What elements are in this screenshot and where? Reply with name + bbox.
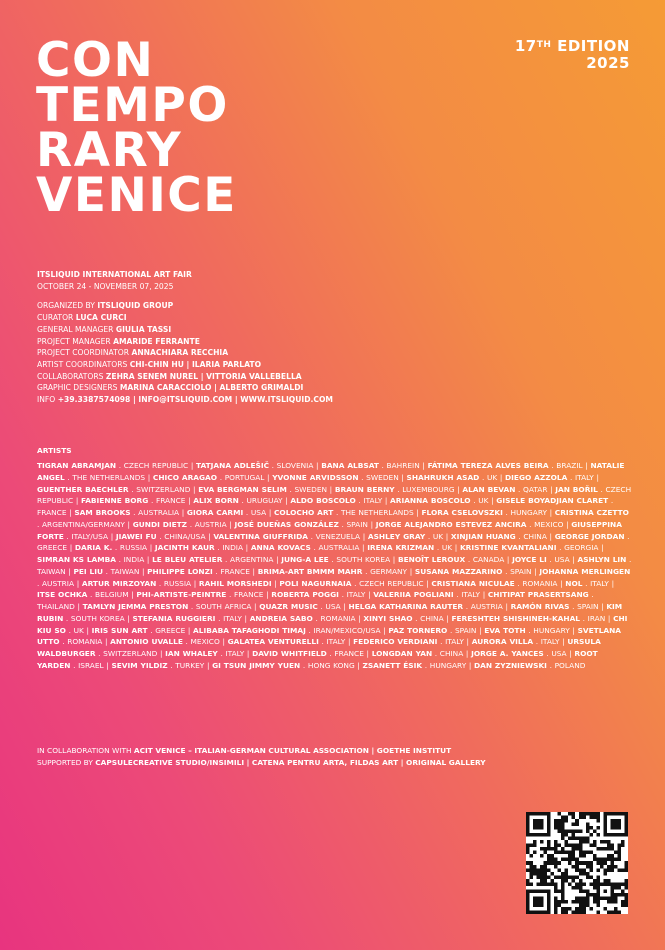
credit-line bbox=[37, 371, 333, 383]
artist-name: ARIANNA BOSCOLO bbox=[390, 496, 471, 506]
artist-entry bbox=[212, 661, 355, 670]
artist-name: SAM BROOKS bbox=[74, 508, 131, 517]
artist-entry bbox=[110, 637, 220, 646]
artist-name: GUENTHER BAECHLER bbox=[37, 484, 129, 494]
artist-country: . UK bbox=[434, 543, 453, 553]
artist-name: ANNA KOVACS bbox=[250, 543, 311, 553]
artist-country: . ITALY bbox=[215, 613, 242, 623]
artist-entry bbox=[235, 520, 368, 529]
artist-country: . ISRAEL bbox=[70, 660, 104, 670]
artist-name: DIEGO AZZOLA bbox=[505, 472, 568, 482]
artist-entry bbox=[155, 543, 243, 552]
credit-line[interactable] bbox=[37, 394, 333, 406]
fair-dates: OCTOBER 24 - NOVEMBER 07, 2025 bbox=[37, 281, 174, 291]
artist-country: . HUNGARY bbox=[525, 625, 570, 635]
artist-country: . GEORGIA bbox=[556, 543, 599, 553]
artist-entry bbox=[271, 590, 365, 599]
artist-name: ROBERTA POGGI bbox=[271, 590, 339, 600]
artist-country: . BAHREIN bbox=[378, 461, 420, 470]
artist-country: . FRANCE bbox=[37, 496, 614, 517]
credit-value: ANNACHIARA RECCHIA bbox=[131, 348, 229, 358]
artist-entry bbox=[73, 567, 139, 576]
artist-entry bbox=[511, 602, 599, 611]
credit-value: CHI-CHIN HU | ILARIA PARLATO bbox=[129, 359, 262, 369]
artist-name: IRIS SUN ART bbox=[91, 625, 148, 635]
credit-line bbox=[37, 300, 333, 312]
artist-name: NOL bbox=[565, 578, 583, 588]
fair-name: ITSLIQUID INTERNATIONAL ART FAIR bbox=[37, 270, 192, 279]
artist-entry bbox=[250, 614, 356, 623]
artist-name: ASHLEY GRAY bbox=[367, 531, 426, 541]
artist-entry bbox=[471, 649, 567, 658]
artist-name: VALENTINA GIUFFRIDA bbox=[213, 531, 308, 541]
artist-country: . ITALY bbox=[437, 637, 464, 647]
artist-entry bbox=[272, 473, 399, 482]
artist-entry bbox=[451, 532, 547, 541]
credit-value: LUCA CURCI bbox=[75, 313, 127, 323]
artist-name: KRISTINE KVANTALIANI bbox=[459, 543, 557, 553]
credit-line bbox=[37, 312, 333, 324]
artist-country: . UK bbox=[479, 472, 498, 482]
artist-entry bbox=[199, 579, 272, 588]
artist-name: URSULA WALDBURGER bbox=[37, 637, 601, 658]
artist-country: . RUSSIA bbox=[112, 543, 148, 553]
artist-country: . INDIA bbox=[115, 555, 145, 564]
artist-country: . FRANCE bbox=[226, 590, 264, 600]
artist-name: STEFANIA RUGGIERI bbox=[132, 613, 216, 623]
edition-suffix: TH bbox=[536, 40, 552, 50]
artist-name: CRISTINA CZETTO bbox=[554, 508, 629, 517]
artist-country: . USA bbox=[243, 508, 267, 517]
artist-name: NATALIE ANGEL bbox=[37, 461, 625, 482]
artist-name: PHILIPPE LONZI bbox=[147, 566, 213, 576]
credit-line bbox=[37, 382, 333, 394]
footer bbox=[37, 745, 486, 769]
artist-country: . POLAND bbox=[546, 660, 586, 670]
artist-name: ANDREIA SABO bbox=[249, 613, 313, 623]
artist-country: . CZECH REPUBLIC bbox=[116, 461, 189, 470]
credit-label: CURATOR bbox=[37, 313, 76, 323]
artist-entry bbox=[133, 520, 227, 529]
artist-country: . FRANCE bbox=[212, 566, 250, 576]
artist-name: SVETLANA UTTO bbox=[37, 625, 622, 647]
artist-name: COLOCHO ART bbox=[273, 508, 334, 517]
artist-entry bbox=[421, 508, 547, 517]
credit-label: INFO bbox=[37, 395, 58, 405]
artist-country: . SPAIN bbox=[338, 519, 368, 529]
artist-name: ARTUR MIRZOYAN bbox=[81, 578, 157, 588]
artist-entry bbox=[187, 508, 266, 517]
artist-name: KIM RUBIN bbox=[37, 602, 623, 623]
artist-country: . IRAN bbox=[580, 613, 606, 623]
artist-entry bbox=[368, 532, 443, 541]
artist-entry bbox=[407, 473, 498, 482]
artist-country: . ITALY bbox=[453, 590, 481, 600]
artist-name: XINYI SHAO bbox=[363, 613, 413, 623]
artist-country: . ITALY bbox=[338, 590, 366, 600]
artist-entry bbox=[153, 473, 264, 482]
artist-entry bbox=[274, 508, 414, 517]
support-label: SUPPORTED BY bbox=[37, 758, 93, 767]
artist-name: SIMRAN KS LAMBA bbox=[37, 555, 116, 564]
artist-name: CHI KIU SO bbox=[37, 613, 628, 635]
artist-name: ALAN BEVAN bbox=[462, 484, 516, 494]
artist-country: . VENEZUELA bbox=[308, 531, 361, 541]
artist-entry bbox=[116, 532, 206, 541]
artist-country: . USA bbox=[546, 555, 570, 564]
artist-name: CRISTIANA NICULAE bbox=[431, 578, 515, 588]
artist-name: ITSE OCHKA bbox=[37, 590, 88, 600]
artist-name: HELGA KATHARINA RAUTER bbox=[348, 602, 464, 611]
credit-value: AMARIDE FERRANTE bbox=[113, 336, 200, 346]
title-line: VENICE bbox=[36, 168, 237, 223]
artist-name: DARIA K. bbox=[74, 543, 113, 553]
artist-country: . INDIA bbox=[214, 543, 244, 553]
artist-entry bbox=[37, 461, 188, 470]
artist-country: . USA bbox=[543, 649, 567, 658]
artist-country: . ITALY bbox=[533, 637, 560, 647]
title-line: CON bbox=[36, 33, 155, 88]
artist-country: . AUSTRIA bbox=[463, 602, 503, 611]
artist-country: . AUSTRIA bbox=[37, 578, 75, 588]
artist-name: YVONNE ARVIDSSON bbox=[272, 472, 359, 482]
artist-country: . SOUTH KOREA bbox=[63, 613, 125, 623]
artist-country: . SOUTH AFRICA bbox=[188, 602, 252, 611]
title-line: TEMPO bbox=[36, 78, 229, 133]
artist-country: . FRANCE bbox=[326, 649, 364, 658]
artist-entry bbox=[228, 637, 346, 646]
artist-country: . USA bbox=[317, 602, 341, 611]
artist-name: ANTONIO UVALLE bbox=[110, 637, 183, 647]
artist-country: . SOUTH KOREA bbox=[328, 555, 391, 564]
artist-country: . CHINA bbox=[432, 649, 464, 658]
artist-entry bbox=[505, 473, 594, 482]
artist-country: . ROMANIA bbox=[514, 578, 558, 588]
artist-entry bbox=[373, 590, 480, 599]
artist-entry bbox=[335, 485, 455, 494]
edition-label bbox=[515, 38, 630, 72]
artist-entry bbox=[111, 661, 204, 670]
artist-country: . BELGIUM bbox=[87, 590, 129, 600]
artist-entry bbox=[147, 567, 250, 576]
artist-country: . TAIWAN bbox=[103, 566, 140, 576]
artist-entry bbox=[290, 496, 382, 505]
artist-country: . THE NETHERLANDS bbox=[333, 508, 414, 517]
artist-entry bbox=[258, 567, 407, 576]
artist-name: TAMLYN JEMMA PRESTON bbox=[82, 602, 189, 611]
artist-entry bbox=[398, 555, 504, 564]
credit-value: GIULIA TASSI bbox=[115, 324, 172, 334]
artist-country: . FRANCE bbox=[148, 496, 186, 506]
artist-country: . ITALY bbox=[567, 472, 594, 482]
artist-name: EVA TOTH bbox=[484, 625, 526, 635]
artists-heading: ARTISTS bbox=[37, 446, 72, 455]
artist-country: . CANADA bbox=[465, 555, 505, 564]
artist-country: . ROMANIA bbox=[312, 613, 356, 623]
credit-label: PROJECT MANAGER bbox=[37, 336, 114, 346]
credit-value: MARINA CARACCIOLO | ALBERTO GRIMALDI bbox=[119, 383, 304, 393]
artist-entry bbox=[428, 461, 583, 470]
artist-country: . ITALY bbox=[355, 496, 383, 506]
artist-name: ROOT YARDEN bbox=[37, 649, 598, 670]
artist-entry bbox=[37, 555, 144, 564]
artist-name: JUNG-A LEE bbox=[281, 555, 329, 564]
artist-country: . TAIWAN bbox=[37, 555, 632, 576]
artist-name: DAN ZYZNIEWSKI bbox=[474, 660, 547, 670]
artist-name: QUAZR MUSIC bbox=[259, 602, 318, 611]
credit-value: +39.3387574098 | INFO@ITSLIQUID.COM | WWW.ITSLIQUID.COM bbox=[57, 395, 333, 405]
artist-entry bbox=[431, 579, 557, 588]
edition-number: 17 bbox=[514, 37, 537, 55]
credits-list bbox=[37, 300, 333, 405]
artist-name: GISELE BOYADJIAN CLARET bbox=[496, 496, 609, 506]
artist-name: SEVIM YILDIZ bbox=[111, 660, 168, 670]
artist-name: GIORA CARMI bbox=[186, 508, 244, 517]
artist-country: . PORTUGAL bbox=[217, 472, 265, 482]
credit-line bbox=[37, 324, 333, 336]
artist-name: ASHLYN LIN bbox=[577, 555, 627, 564]
artist-name: FERESHTEH SHISHINEH-KAHAL bbox=[451, 613, 581, 623]
artist-name: SHAHRUKH ASAD bbox=[406, 472, 480, 482]
artist-entry bbox=[92, 626, 186, 635]
artist-name: PHI-ARTISTE-PEINTRE bbox=[136, 590, 227, 600]
artist-country: . URUGUAY bbox=[238, 496, 283, 506]
artist-entry bbox=[363, 661, 467, 670]
artist-entry bbox=[193, 626, 381, 635]
artist-entry bbox=[367, 543, 452, 552]
qr-code-icon[interactable] bbox=[526, 812, 628, 914]
artist-name: ALDO BOSCOLO bbox=[290, 496, 356, 506]
artist-entry bbox=[152, 555, 273, 564]
credit-value: ZEHRA SENEM NUREL | VITTORIA VALLEBELLA bbox=[105, 371, 302, 381]
artist-country: . MEXICO bbox=[526, 519, 564, 529]
artist-name: FABIENNE BORG bbox=[81, 496, 149, 506]
artist-entry bbox=[74, 508, 179, 517]
artist-country: . SWITZERLAND bbox=[95, 649, 158, 658]
artist-entry bbox=[83, 602, 252, 611]
artist-country: . BRAZIL bbox=[548, 461, 583, 470]
artist-country: . HONG KONG bbox=[300, 660, 355, 670]
artist-name: IAN WHALEY bbox=[165, 649, 218, 658]
artist-name: CHITIPAT PRASERTSANG bbox=[487, 590, 589, 600]
artist-country: . ARGENTINA bbox=[222, 555, 274, 564]
artist-entry bbox=[252, 649, 364, 658]
artist-country: . CZECH REPUBLIC bbox=[37, 484, 632, 506]
artist-name: JOHANNA MERLINGEN bbox=[539, 566, 631, 576]
artist-entry bbox=[279, 579, 423, 588]
title-line: RARY bbox=[36, 123, 183, 178]
artist-country: . UK bbox=[425, 531, 444, 541]
artist-entry bbox=[81, 496, 185, 505]
artist-name: VALERIIA POGLIANI bbox=[373, 590, 454, 600]
artist-name: AURORA VILLA bbox=[471, 637, 534, 647]
artist-entry bbox=[251, 543, 360, 552]
credit-label: PROJECT COORDINATOR bbox=[37, 348, 132, 358]
artist-entry bbox=[82, 579, 191, 588]
artist-entry bbox=[281, 555, 390, 564]
artist-entry bbox=[259, 602, 341, 611]
artists-list: TIGRAN ABRAMJAN . CZECH REPUBLIC | TATJANA ADLEŠIČ . SLOVENIA | BANA ALBSAT . BAHREIN | FÁTIMA TEREZA ALVES BEIRA . BRAZIL | NATALIE ANGEL . THE NETHERLANDS | CHICO ARAGAO . PORTUGAL | YVONNE ARVIDSSON . SWEDEN | SHAHRUKH ASAD . UK | DIEGO AZZOLA . ITALY | GUENTHER BAECHLER . SWITZERLAND | EVA BERGMAN SELIM . SWEDEN | BRAUN BERNY . LUXEMBOURG | ALAN BEVAN . QATAR | JAN BOŘIL . CZECH REPUBLIC | FABIENNE BORG . FRANCE | ALIX BORN . URUGUAY | ALDO BOSCOLO . ITALY | ARIANNA BOSCOLO . UK | GISELE BOYADJIAN CLARET . FRANCE | SAM BROOKS . AUSTRALIA | GIORA CARMI . USA | COLOCHO ART . THE NETHERLANDS | FLORA CSELOVSZKI . HUNGARY | CRISTINA CZETTO . ARGENTINA/GERMANY | GUNDI DIETZ . AUSTRIA | JOSÉ DUEÑAS GONZÁLEZ . SPAIN | JORGE ALEJANDRO ESTEVEZ ANCIRA . MEXICO | GIUSEPPINA FORTE . ITALY/USA | JIAWEI FU . CHINA/USA | VALENTINA GIUFFRIDA . VENEZUELA | ASHLEY GRAY . UK | XINJIAN HUANG . CHINA | GEORGE JORDAN . GREECE | DARIA K. . RUSSIA | JACINTH KAUR . INDIA | ANNA KOVACS . AUSTRALIA | IRENA KRIZMAN . UK | KRISTINE KVANTALIANI . GEORGIA | SIMRAN KS LAMBA . INDIA | LE BLEU ATELIER . ARGENTINA | JUNG-A LEE . SOUTH KOREA | BENOÎT LEROUX . CANADA | JOYCE LI . USA | ASHLYN LIN . TAIWAN | PEI LIU . TAIWAN | PHILIPPE LONZI . FRANCE | BRIMA-ART BMMM MAHR . GERMANY | SUSANA MAZZARINO . SPAIN | JOHANNA MERLINGEN . AUSTRIA | ARTUR MIRZOYAN . RUSSIA | RAHIL MORSHEDI | POLI NAGURNAIA . CZECH REPUBLIC | CRISTIANA NICULAE . ROMANIA | NOL . ITALY | ITSE OCHKA . BELGIUM | PHI-ARTISTE-PEINTRE . FRANCE | ROBERTA POGGI . ITALY | VALERIIA POGLIANI . ITALY | CHITIPAT PRASERTSANG . THAILAND | TAMLYN JEMMA PRESTON . SOUTH AFRICA | QUAZR MUSIC . USA | HELGA KATHARINA RAUTER . AUSTRIA | RAMÓN RIVAS . SPAIN | KIM RUBIN . SOUTH KOREA | STEFANIA RUGGIERI . ITALY | ANDREIA SABO . ROMANIA | XINYI SHAO . CHINA | FERESHTEH SHISHINEH-KAHAL . IRAN | CHI KIU SO . UK | IRIS SUN ART . GREECE | ALIBABA TAFAGHODI TIMAJ . IRAN/MEXICO/USA | PAZ TORNERO . SPAIN | EVA TOTH . HUNGARY | SVETLANA UTTO . ROMANIA | ANTONIO UVALLE . MEXICO | GALATEA VENTURELLI . ITALY | FEDERICO VERDIANI . ITALY | AURORA VILLA . ITALY | URSULA WALDBURGER . SWITZERLAND | IAN WHALEY . ITALY | DAVID WHITFIELD . FRANCE | LONGDAN YAN . CHINA | JORGE A. YANCES . USA | ROOT YARDEN . ISRAEL | SEVIM YILDIZ . TURKEY | GI TSUN JIMMY YUEN . HONG KONG | ZSANETT ÉSIK . HUNGARY | DAN ZYZNIEWSKI . POLAND bbox=[37, 461, 632, 670]
artist-entry bbox=[198, 485, 327, 494]
artist-entry bbox=[472, 637, 560, 646]
artist-name: EVA BERGMAN SELIM bbox=[198, 484, 287, 494]
artist-country: . ROMANIA bbox=[59, 637, 103, 647]
artist-country: . UK bbox=[470, 496, 489, 506]
artist-name: BRIMA-ART BMMM MAHR bbox=[257, 566, 363, 576]
credit-label: ORGANIZED BY bbox=[37, 301, 98, 311]
artist-country: . SLOVENIA bbox=[269, 461, 314, 470]
artist-country: . IRAN/MEXICO/USA bbox=[305, 625, 381, 635]
artist-country: . ITALY/USA bbox=[63, 531, 109, 541]
artist-name: TIGRAN ABRAMJAN bbox=[37, 461, 117, 470]
edition-word: EDITION bbox=[557, 37, 630, 55]
artist-entry bbox=[451, 614, 605, 623]
collab-label: IN COLLABORATION WITH bbox=[37, 746, 132, 755]
credit-label: COLLABORATORS bbox=[37, 371, 106, 381]
credit-line bbox=[37, 359, 333, 371]
artist-name: PEI LIU bbox=[73, 566, 104, 576]
artist-name: FÁTIMA TEREZA ALVES BEIRA bbox=[427, 461, 549, 470]
artist-country: . CHINA/USA bbox=[156, 531, 206, 541]
artist-name: ZSANETT ÉSIK bbox=[362, 660, 423, 670]
edition-year: 2025 bbox=[586, 54, 630, 72]
artist-entry bbox=[321, 461, 420, 470]
artist-name: TATJANA ADLEŠIČ bbox=[196, 461, 270, 470]
credit-label: GENERAL MANAGER bbox=[37, 324, 116, 334]
artist-entry bbox=[376, 520, 564, 529]
artist-name: DAVID WHITFIELD bbox=[252, 649, 327, 658]
artist-entry bbox=[415, 567, 532, 576]
artist-country: . THAILAND bbox=[37, 590, 594, 611]
artist-name: JIAWEI FU bbox=[115, 531, 157, 541]
artist-entry bbox=[512, 555, 570, 564]
artist-name: FEDERICO VERDIANI bbox=[353, 637, 438, 647]
artist-entry bbox=[349, 602, 503, 611]
artist-country: . RUSSIA bbox=[156, 578, 192, 588]
artist-name: JOYCE LI bbox=[512, 555, 547, 564]
artist-name: JORGE A. YANCES bbox=[471, 649, 544, 658]
artist-name: LONGDAN YAN bbox=[371, 649, 433, 658]
artist-country: . QATAR bbox=[515, 484, 548, 494]
artist-country: . LUXEMBOURG bbox=[394, 484, 455, 494]
artist-country: . TURKEY bbox=[167, 660, 205, 670]
artist-country: . SPAIN bbox=[569, 602, 599, 611]
artist-country: . AUSTRALIA bbox=[130, 508, 180, 517]
artist-country: . UK bbox=[65, 625, 84, 635]
artist-name: SUSANA MAZZARINO bbox=[414, 566, 503, 576]
artist-name: RAHIL MORSHEDI bbox=[198, 578, 272, 588]
credit-line bbox=[37, 347, 333, 359]
artist-name: FLORA CSELOVSZKI bbox=[421, 508, 503, 517]
artist-name: IRENA KRIZMAN bbox=[367, 543, 435, 553]
artist-country: . THE NETHERLANDS bbox=[64, 472, 146, 482]
artist-entry bbox=[37, 590, 129, 599]
artist-name: GI TSUN JIMMY YUEN bbox=[212, 660, 301, 670]
artist-name: GUNDI DIETZ bbox=[132, 519, 188, 529]
artist-name: JACINTH KAUR bbox=[154, 543, 215, 553]
artist-name: XINJIAN HUANG bbox=[450, 531, 516, 541]
credit-label: GRAPHIC DESIGNERS bbox=[37, 383, 120, 393]
artist-country: . GREECE bbox=[147, 625, 186, 635]
artist-name: POLI NAGURNAIA bbox=[279, 578, 352, 588]
artist-country: . GREECE bbox=[37, 531, 630, 553]
artist-entry bbox=[193, 496, 282, 505]
artist-name: GIUSEPPINA FORTE bbox=[37, 519, 622, 541]
artist-entry bbox=[474, 661, 585, 670]
collab-value: ACIT VENICE – ITALIAN-GERMAN CULTURAL ASSOCIATION | GOETHE INSTITUT bbox=[133, 746, 452, 755]
artist-entry bbox=[390, 496, 488, 505]
artist-entry bbox=[213, 532, 360, 541]
artist-country: . SPAIN bbox=[447, 625, 477, 635]
artist-country: . HUNGARY bbox=[502, 508, 547, 517]
credit-label: ARTIST COORDINATORS bbox=[37, 359, 130, 369]
artist-entry bbox=[460, 543, 599, 552]
artist-name: BRAUN BERNY bbox=[334, 484, 395, 494]
artist-country: . AUSTRALIA bbox=[310, 543, 360, 553]
artist-country: . ITALY bbox=[217, 649, 245, 658]
artist-name: JOSÉ DUEÑAS GONZÁLEZ bbox=[234, 519, 339, 529]
artist-country: . ITALY bbox=[582, 578, 609, 588]
artist-entry bbox=[462, 485, 547, 494]
artist-name: GEORGE JORDAN bbox=[554, 531, 625, 541]
artist-name: CHICO ARAGAO bbox=[152, 472, 218, 482]
artist-country: . MEXICO bbox=[182, 637, 220, 647]
artist-entry bbox=[37, 485, 190, 494]
artist-entry bbox=[484, 626, 570, 635]
support-value: CAPSULECREATIVE STUDIO/INSIMILI | CATENA PENTRU ARTA, FILDAS ART | ORIGINAL GALLERY bbox=[95, 758, 486, 767]
artist-name: BENOÎT LEROUX bbox=[397, 555, 466, 564]
artist-country: . AUSTRIA bbox=[187, 519, 227, 529]
artist-name: ALIBABA TAFAGHODI TIMAJ bbox=[193, 625, 306, 635]
artist-entry bbox=[565, 579, 609, 588]
artist-country: . CHINA bbox=[412, 613, 444, 623]
artist-country: . CZECH REPUBLIC bbox=[351, 578, 424, 588]
artist-country: . HUNGARY bbox=[422, 660, 467, 670]
artist-name: RAMÓN RIVAS bbox=[510, 602, 570, 611]
artist-name: GALATEA VENTURELLI bbox=[227, 637, 319, 647]
artist-name: ALIX BORN bbox=[193, 496, 239, 506]
event-title bbox=[36, 33, 237, 223]
credit-value: ITSLIQUID GROUP bbox=[97, 301, 174, 311]
artist-country: . GERMANY bbox=[362, 566, 408, 576]
artist-name: BANA ALBSAT bbox=[321, 461, 379, 470]
artist-country: . CHINA bbox=[515, 531, 547, 541]
artist-country: . ARGENTINA/GERMANY bbox=[37, 519, 125, 529]
artist-country: . SWITZERLAND bbox=[128, 484, 191, 494]
artist-entry bbox=[132, 614, 241, 623]
artist-name: LE BLEU ATELIER bbox=[152, 555, 223, 564]
artist-entry bbox=[372, 649, 464, 658]
fair-info bbox=[37, 269, 333, 406]
artist-name: JORGE ALEJANDRO ESTEVEZ ANCIRA bbox=[375, 519, 527, 529]
artist-name: JAN BOŘIL bbox=[555, 484, 598, 494]
artist-entry bbox=[75, 543, 147, 552]
artist-entry bbox=[353, 637, 464, 646]
artist-entry bbox=[196, 461, 313, 470]
artist-country: . SPAIN bbox=[502, 566, 532, 576]
artist-entry bbox=[165, 649, 244, 658]
artist-entry bbox=[363, 614, 443, 623]
artist-entry bbox=[388, 626, 476, 635]
artist-name: PAZ TORNERO bbox=[388, 625, 448, 635]
credit-line bbox=[37, 336, 333, 348]
artist-entry bbox=[136, 590, 263, 599]
artist-country: . SWEDEN bbox=[286, 484, 328, 494]
artist-country: . ITALY bbox=[318, 637, 346, 647]
artist-country: . SWEDEN bbox=[358, 472, 399, 482]
